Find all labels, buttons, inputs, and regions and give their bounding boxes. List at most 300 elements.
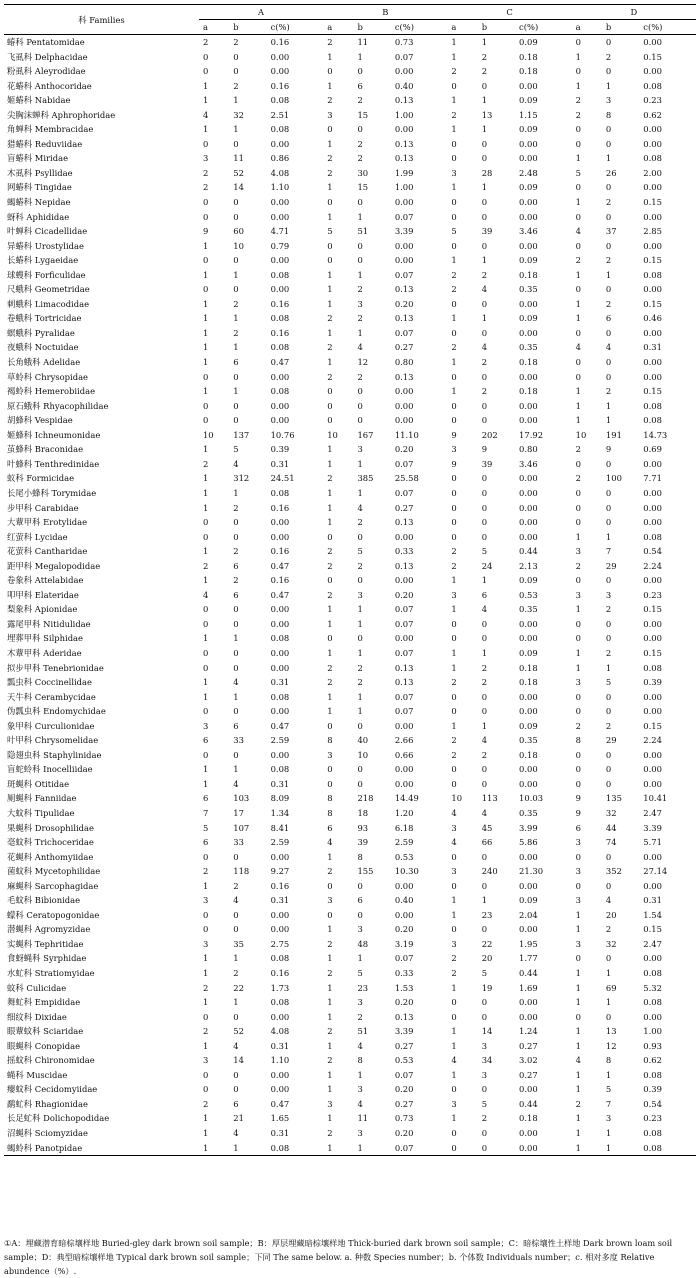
value-cell: 0.53: [394, 1055, 414, 1066]
value-cell: 1: [357, 269, 363, 280]
value-cell: 1: [357, 1142, 363, 1153]
value-cell: 1: [451, 255, 457, 266]
family-name-cell: 潜蝇科 Agromyzidae: [7, 924, 91, 935]
value-cell: 3: [451, 167, 457, 178]
table-body: [4, 35, 696, 1156]
value-cell: 0.00: [643, 633, 662, 644]
value-cell: 2: [481, 269, 488, 280]
family-name-cell: 露尾甲科 Nitidulidae: [7, 618, 91, 629]
value-cell: 2: [327, 37, 333, 47]
value-cell: 2: [327, 342, 333, 353]
value-cell: 0: [575, 764, 581, 775]
value-cell: 51: [357, 226, 369, 237]
value-cell: 0.09: [519, 255, 538, 266]
value-cell: 0: [357, 909, 363, 920]
value-cell: 32: [605, 938, 617, 949]
value-cell: 2: [357, 138, 363, 149]
table-row: [4, 210, 696, 225]
family-name-cell: 叶蝉科 Cicadellidae: [7, 226, 88, 237]
value-cell: 2: [327, 560, 333, 571]
value-cell: 0: [481, 1084, 488, 1095]
value-cell: 0.00: [643, 458, 662, 469]
value-cell: 14: [481, 1026, 493, 1037]
value-cell: 1: [327, 502, 333, 513]
value-cell: 0.66: [394, 749, 414, 760]
value-cell: 2: [327, 938, 333, 949]
value-cell: 0: [481, 138, 488, 149]
value-cell: 0.33: [394, 546, 414, 557]
value-cell: 0: [481, 487, 488, 498]
value-cell: 2: [451, 968, 457, 978]
value-cell: 2: [327, 589, 333, 600]
value-cell: 0.16: [270, 880, 290, 891]
value-cell: 0: [233, 1011, 239, 1022]
value-cell: 1: [575, 197, 581, 208]
value-cell: 1: [327, 80, 333, 91]
value-cell: 0: [451, 706, 457, 717]
value-cell: 2: [357, 95, 363, 106]
value-cell: 0.00: [394, 778, 414, 789]
value-cell: 1: [451, 95, 457, 106]
value-cell: 0: [605, 240, 612, 251]
family-name-cell: 步甲科 Carabidae: [7, 502, 79, 513]
value-cell: 32: [605, 807, 617, 818]
value-cell: 0.09: [519, 313, 538, 324]
value-cell: 0: [202, 400, 209, 411]
value-cell: 0.62: [643, 1055, 662, 1066]
value-cell: 0: [605, 37, 612, 47]
value-cell: 137: [233, 429, 250, 440]
table-row: [4, 151, 696, 166]
value-cell: 8: [327, 735, 333, 746]
value-cell: 0.15: [643, 604, 662, 615]
value-cell: 0.20: [394, 997, 414, 1008]
value-cell: 0.00: [519, 153, 538, 164]
table-row: [4, 239, 696, 254]
value-cell: 4: [357, 1098, 363, 1109]
table-row: [4, 399, 696, 414]
value-cell: 0: [481, 400, 488, 411]
value-cell: 0.00: [643, 240, 662, 251]
value-cell: 0.15: [643, 298, 662, 309]
value-cell: 2: [575, 95, 581, 106]
value-cell: 352: [605, 866, 622, 877]
value-cell: 1: [605, 531, 612, 542]
value-cell: 4: [233, 778, 239, 789]
value-cell: 1.69: [519, 982, 538, 993]
value-cell: 0: [451, 80, 457, 91]
table-row: [4, 340, 696, 355]
value-cell: 1.54: [643, 909, 662, 920]
subcolumn-header: c(%): [270, 22, 290, 32]
value-cell: 0: [233, 1084, 239, 1095]
value-cell: 1: [327, 444, 333, 455]
family-name-cell: 叶蜂科 Tenthredinidae: [7, 458, 100, 469]
value-cell: 11: [357, 1113, 369, 1124]
value-cell: 17: [233, 807, 244, 818]
value-cell: 0.08: [643, 400, 662, 411]
family-name-cell: 隐翅虫科 Staphylinidae: [7, 749, 102, 760]
value-cell: 9: [575, 793, 581, 804]
value-cell: 0.00: [394, 633, 414, 644]
value-cell: 1: [202, 1128, 209, 1139]
value-cell: 5: [202, 822, 209, 833]
value-cell: 0: [202, 66, 209, 77]
value-cell: 1: [357, 953, 363, 964]
family-name-cell: 长尾小蜂科 Torymidae: [7, 487, 97, 498]
value-cell: 2: [575, 1098, 581, 1109]
family-name-cell: 菌蚊科 Mycetophilidae: [7, 866, 101, 877]
value-cell: 0: [202, 284, 209, 295]
family-name-cell: 红萤科 Lycidae: [7, 531, 68, 542]
value-cell: 0.18: [519, 51, 538, 62]
table-row: [4, 166, 696, 181]
value-cell: 2: [327, 866, 333, 877]
table-row: [4, 122, 696, 137]
value-cell: 13: [481, 109, 493, 120]
table-row: [4, 850, 696, 865]
family-name-cell: 卷象科 Attelabidae: [7, 575, 84, 586]
value-cell: 1: [451, 1069, 457, 1080]
value-cell: 1: [451, 720, 457, 731]
value-cell: 1: [451, 1026, 457, 1037]
family-name-cell: 长角蛾科 Adelidae: [7, 357, 81, 368]
value-cell: 0.07: [394, 1142, 414, 1153]
value-cell: 0.47: [270, 357, 290, 368]
value-cell: 7: [605, 1098, 612, 1109]
value-cell: 0.08: [270, 691, 290, 702]
value-cell: 1: [605, 400, 612, 411]
value-cell: 3: [575, 866, 581, 877]
value-cell: 1: [327, 182, 333, 193]
table-row: [4, 791, 696, 806]
value-cell: 1: [327, 1011, 333, 1022]
value-cell: 2.59: [394, 837, 414, 848]
value-cell: 0: [451, 298, 457, 309]
value-cell: 2: [202, 1098, 209, 1109]
family-name-cell: 鹬虻科 Rhagionidae: [7, 1098, 88, 1109]
value-cell: 0: [451, 487, 457, 498]
value-cell: 8: [327, 793, 333, 804]
value-cell: 0.27: [394, 342, 414, 353]
value-cell: 1: [481, 313, 488, 324]
value-cell: 0.00: [519, 706, 538, 717]
value-cell: 0.08: [270, 313, 290, 324]
value-cell: 0.27: [394, 1098, 414, 1109]
value-cell: 0: [451, 371, 457, 382]
group-header-c: C: [447, 5, 571, 20]
value-cell: 1: [575, 400, 581, 411]
value-cell: 33: [233, 837, 244, 848]
value-cell: 3: [357, 924, 363, 935]
value-cell: 1: [233, 386, 239, 397]
value-cell: 4: [451, 837, 457, 848]
value-cell: 1: [233, 124, 239, 135]
value-cell: 0.86: [270, 153, 290, 164]
value-cell: 0.00: [394, 880, 414, 891]
subcolumn-header: a: [327, 22, 333, 32]
value-cell: 0: [327, 909, 333, 920]
value-cell: 0: [357, 764, 363, 775]
value-cell: 1: [451, 37, 457, 47]
value-cell: 0.13: [394, 517, 414, 528]
table-row: [4, 544, 696, 559]
family-name-cell: 梨象科 Apionidae: [7, 604, 78, 615]
value-cell: 0.16: [270, 80, 290, 91]
value-cell: 1.95: [519, 938, 538, 949]
value-cell: 103: [233, 793, 250, 804]
value-cell: 2: [575, 444, 581, 455]
value-cell: 2: [451, 953, 457, 964]
value-cell: 0.00: [270, 531, 290, 542]
value-cell: 385: [357, 473, 374, 484]
value-cell: 2: [233, 546, 239, 557]
value-cell: 48: [357, 938, 369, 949]
value-cell: 0.00: [270, 517, 290, 528]
family-name-cell: 天牛科 Cerambycidae: [7, 691, 96, 702]
value-cell: 0.08: [270, 1142, 290, 1153]
value-cell: 2: [605, 647, 612, 658]
value-cell: 1: [233, 487, 239, 498]
table-footnote: ①A：埋藏潜育暗棕壤样地 Buried-gley dark brown soil sample；B：厚层埋藏暗棕壤样地 Thick-buried dark brown soil sample；C：暗棕壤性土样地 Dark brown loam soil sample；D：典型暗棕壤样地 Typical dark brown soil sample；下同 The same below. a. 种数 Species number；b. 个体数 Individuals number；c. 相对多度 Relative abundence（%）.: [4, 1238, 673, 1276]
value-cell: 0.00: [270, 211, 290, 222]
value-cell: 0.00: [270, 66, 290, 77]
value-cell: 2.66: [394, 735, 414, 746]
family-name-cell: 角蝉科 Membracidae: [7, 124, 94, 135]
value-cell: 0.00: [643, 182, 662, 193]
value-cell: 0: [451, 138, 457, 149]
value-cell: 0.00: [643, 764, 662, 775]
value-cell: 1: [327, 851, 333, 862]
value-cell: 4: [202, 109, 209, 120]
value-cell: 1: [357, 618, 363, 629]
group-header-a: A: [199, 5, 323, 20]
family-name-cell: 原石蛾科 Rhyacophilidae: [7, 400, 109, 411]
value-cell: 0.00: [519, 1128, 538, 1139]
table-row: [4, 704, 696, 719]
value-cell: 0: [605, 138, 612, 149]
value-cell: 1: [575, 51, 581, 62]
value-cell: 0.08: [643, 1069, 662, 1080]
value-cell: 1: [202, 778, 209, 789]
value-cell: 14: [233, 182, 244, 193]
value-cell: 0: [451, 153, 457, 164]
value-cell: 0: [481, 706, 488, 717]
value-cell: 0.09: [519, 95, 538, 106]
value-cell: 1: [327, 517, 333, 528]
family-name-cell: 象甲科 Curculionidae: [7, 720, 95, 731]
value-cell: 20: [481, 953, 493, 964]
table-row: [4, 602, 696, 617]
value-cell: 2: [233, 327, 239, 338]
value-cell: 0.16: [270, 298, 290, 309]
value-cell: 0.31: [270, 778, 290, 789]
value-cell: 0.54: [643, 1098, 662, 1109]
value-cell: 8: [357, 1055, 363, 1066]
value-cell: 0: [357, 197, 363, 208]
family-name-cell: 眼蝇科 Conopidae: [7, 1040, 81, 1051]
value-cell: 0: [575, 575, 581, 586]
value-cell: 25.58: [394, 473, 419, 484]
value-cell: 0.35: [519, 735, 538, 746]
value-cell: 1: [202, 327, 209, 338]
value-cell: 0.08: [270, 342, 290, 353]
value-cell: 0.18: [519, 749, 538, 760]
value-cell: 0: [605, 371, 612, 382]
group-header-b: B: [323, 5, 447, 20]
value-cell: 1: [575, 982, 581, 993]
value-cell: 0.00: [519, 531, 538, 542]
family-name-cell: 厕蝇科 Fanniidae: [7, 793, 77, 804]
value-cell: 0.00: [519, 400, 538, 411]
value-cell: 7: [605, 546, 612, 557]
value-cell: 0.39: [643, 677, 662, 688]
value-cell: 1: [202, 546, 209, 557]
value-cell: 0.31: [270, 458, 290, 469]
value-cell: 0: [327, 720, 333, 731]
value-cell: 1: [202, 968, 209, 978]
value-cell: 19: [481, 982, 493, 993]
value-cell: 29: [605, 560, 617, 571]
table-row: [4, 486, 696, 501]
value-cell: 1: [202, 677, 209, 688]
value-cell: 74: [605, 837, 617, 848]
value-cell: 0.00: [519, 197, 538, 208]
value-cell: 0: [327, 255, 333, 266]
value-cell: 4: [605, 895, 612, 906]
value-cell: 0.79: [270, 240, 290, 251]
value-cell: 0.09: [519, 37, 538, 47]
table-row: [4, 675, 696, 690]
value-cell: 3: [451, 866, 457, 877]
value-cell: 0: [233, 531, 239, 542]
value-cell: 1.53: [394, 982, 414, 993]
value-cell: 3: [481, 1069, 488, 1080]
value-cell: 0.00: [519, 764, 538, 775]
value-cell: 2: [327, 677, 333, 688]
value-cell: 0.00: [270, 1069, 290, 1080]
family-name-cell: 异蝽科 Urostylidae: [7, 240, 84, 251]
family-name-cell: 叩甲科 Elateridae: [7, 589, 79, 600]
value-cell: 2: [327, 167, 333, 178]
value-cell: 0: [605, 778, 612, 789]
value-cell: 3: [575, 895, 581, 906]
value-cell: 10.41: [643, 793, 668, 804]
value-cell: 1: [233, 269, 239, 280]
value-cell: 0: [481, 415, 488, 426]
value-cell: 0.13: [394, 313, 414, 324]
table-row: [4, 588, 696, 603]
value-cell: 0.00: [270, 255, 290, 266]
value-cell: 0: [233, 909, 239, 920]
value-cell: 0.08: [643, 415, 662, 426]
value-cell: 0.53: [519, 589, 538, 600]
value-cell: 0: [202, 517, 209, 528]
value-cell: 1: [605, 80, 612, 91]
table-row: [4, 966, 696, 981]
value-cell: 2.47: [643, 807, 662, 818]
table-row: [4, 180, 696, 195]
value-cell: 4: [357, 342, 363, 353]
value-cell: 0: [605, 502, 612, 513]
value-cell: 0.00: [519, 138, 538, 149]
value-cell: 0: [357, 124, 363, 135]
value-cell: 1: [357, 327, 363, 338]
table-row: [4, 515, 696, 530]
value-cell: 1: [605, 415, 612, 426]
value-cell: 1: [327, 211, 333, 222]
value-cell: 2: [481, 357, 488, 368]
subcolumn-header: a: [575, 22, 581, 32]
value-cell: 0: [605, 618, 612, 629]
value-cell: 1: [327, 618, 333, 629]
value-cell: 0: [202, 415, 209, 426]
value-cell: 0.47: [270, 1098, 290, 1109]
value-cell: 135: [605, 793, 622, 804]
table-row: [4, 937, 696, 952]
value-cell: 2: [357, 153, 363, 164]
value-cell: 0.07: [394, 618, 414, 629]
family-name-cell: 刺蛾科 Limacodidae: [7, 298, 90, 309]
value-cell: 1: [575, 313, 581, 324]
value-cell: 2: [202, 458, 209, 469]
value-cell: 1: [327, 604, 333, 615]
value-cell: 3: [451, 1098, 457, 1109]
value-cell: 0.31: [270, 1128, 290, 1139]
value-cell: 0.00: [270, 138, 290, 149]
value-cell: 2.04: [519, 909, 538, 920]
value-cell: 0.93: [643, 1040, 662, 1051]
value-cell: 5: [481, 1098, 488, 1109]
value-cell: 1: [481, 182, 488, 193]
family-name-cell: 舞虻科 Empididae: [7, 997, 81, 1008]
value-cell: 1: [575, 1084, 581, 1095]
value-cell: 0.07: [394, 269, 414, 280]
value-cell: 0.18: [519, 269, 538, 280]
value-cell: 1.34: [270, 807, 290, 818]
value-cell: 2: [202, 866, 209, 877]
value-cell: 0: [605, 284, 612, 295]
value-cell: 0.00: [270, 197, 290, 208]
value-cell: 0.13: [394, 662, 414, 673]
value-cell: 1: [451, 51, 457, 62]
value-cell: 1: [451, 182, 457, 193]
value-cell: 0.16: [270, 575, 290, 586]
value-cell: 1.77: [519, 953, 538, 964]
value-cell: 1: [327, 1069, 333, 1080]
value-cell: 1.24: [519, 1026, 538, 1037]
value-cell: 0.39: [643, 1084, 662, 1095]
table-row: [4, 297, 696, 312]
value-cell: 2: [233, 502, 239, 513]
value-cell: 0.00: [519, 633, 538, 644]
family-name-cell: 长足虻科 Dolichopodidae: [7, 1113, 110, 1124]
value-cell: 0: [605, 764, 612, 775]
value-cell: 0.35: [519, 342, 538, 353]
value-cell: 2: [233, 968, 239, 978]
value-cell: 1: [481, 124, 488, 135]
value-cell: 0.00: [270, 51, 290, 62]
value-cell: 2: [575, 255, 581, 266]
value-cell: 0: [357, 415, 363, 426]
value-cell: 5.32: [643, 982, 662, 993]
value-cell: 2: [481, 662, 488, 673]
value-cell: 10: [202, 429, 214, 440]
value-cell: 0.00: [643, 327, 662, 338]
value-cell: 0.00: [519, 473, 538, 484]
family-name-cell: 木蕈甲科 Aderidae: [7, 647, 82, 658]
family-name-cell: 沼蝇科 Sciomyzidae: [7, 1128, 89, 1139]
